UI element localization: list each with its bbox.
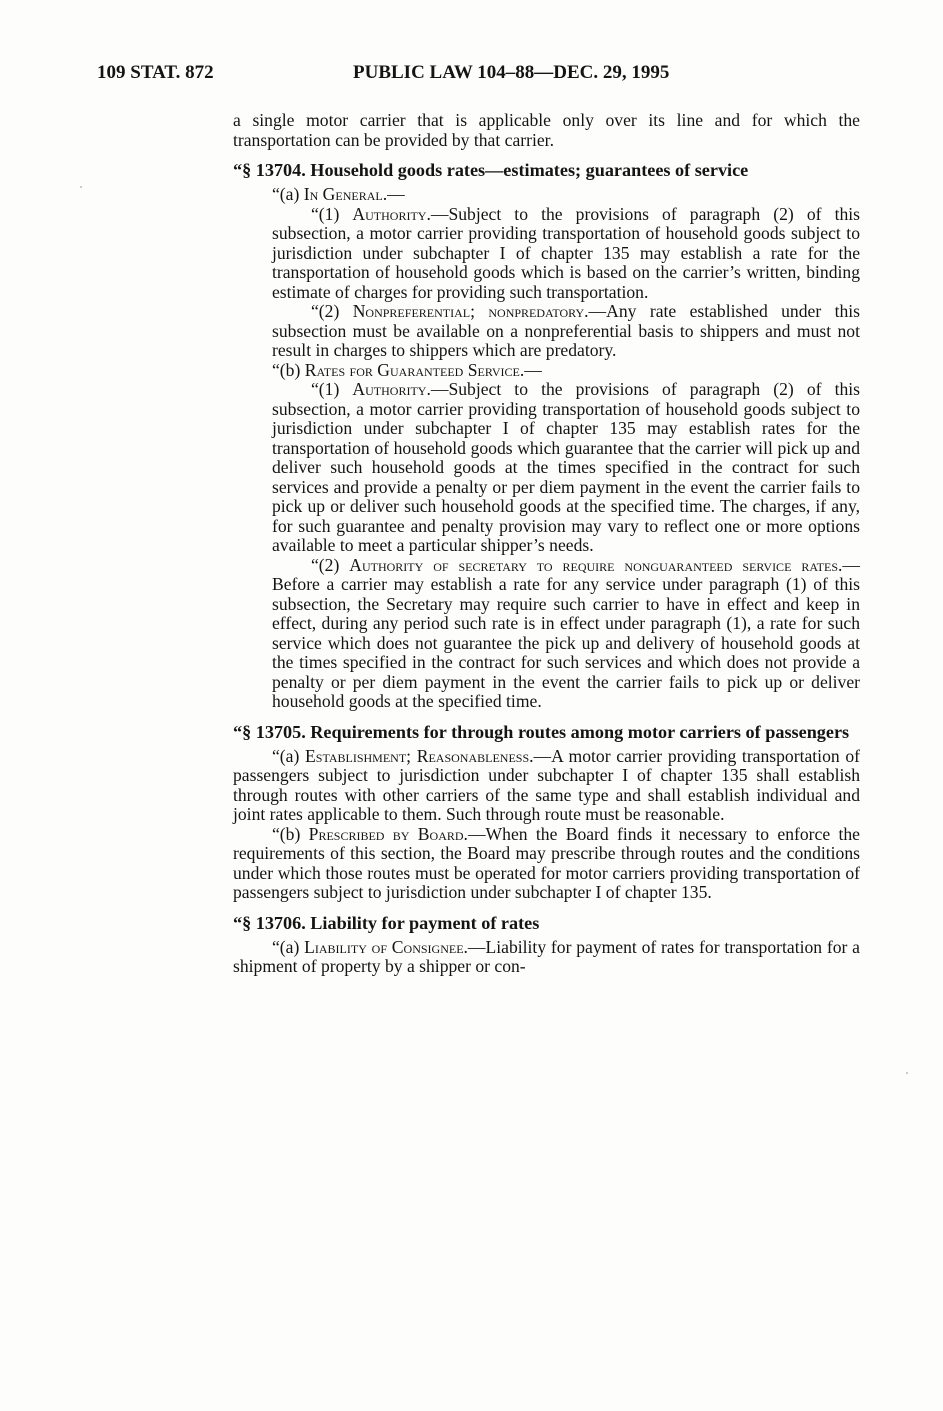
paragraph-a2-label: “(2) bbox=[311, 301, 353, 321]
scan-speck bbox=[906, 1072, 908, 1074]
section-13705-b-text: .—When the Board finds it necessary to enforce the requirements of this section, the Board may prescribe through routes and the conditions under which those routes must be operated for motor carriers providing transportation of passengers subject to jurisdiction under subchapter I of chapter 135. bbox=[233, 823, 860, 902]
paragraph-a1-text: .—Subject to the provisions of paragraph (2) of this subsection, a motor carrier providing transportation of household goods subject to jurisdiction under subchapter I of chapter 135 may establish a rate for the transportation of household goods which is based on the carrier’s written, binding estimate of charges for providing such transportation. bbox=[272, 203, 860, 302]
document-body bbox=[233, 111, 860, 977]
section-13705-a-label: “(a) bbox=[272, 745, 306, 766]
section-13704-heading: “§ 13704. Household goods rates—estimates; guarantees of service bbox=[233, 160, 749, 180]
section-13704-body bbox=[233, 185, 860, 712]
paragraph-a2 bbox=[272, 302, 860, 361]
subsection-a-title: In General bbox=[303, 184, 383, 204]
subsection-b-label: “(b) bbox=[272, 359, 305, 380]
section-13705-subsection-a bbox=[233, 747, 860, 825]
law-and-date: PUBLIC LAW 104–88—DEC. 29, 1995 bbox=[353, 62, 670, 83]
subsection-b-title: Rates for Guaranteed Service bbox=[304, 359, 520, 380]
paragraph-a2-text: .—Any rate established under this subsection must be available on a nonpreferential basis to shippers and must not result in charges to shippers which are predatory. bbox=[272, 301, 860, 360]
page-header bbox=[97, 62, 857, 88]
stat-reference: 109 STAT. 872 bbox=[97, 62, 214, 83]
section-13705-b-title: Prescribed by Board bbox=[308, 823, 464, 844]
section-13705-a-text: .—A motor carrier providing transportation of passengers subject to jurisdiction under subchapter I of chapter 135 shall establish through routes with other carriers of the same type and shall establish individual and joint rates applicable to them. Such through route must be reasonable. bbox=[233, 745, 860, 824]
section-13706-a-label: “(a) bbox=[272, 936, 305, 957]
subsection-b-dash: .— bbox=[519, 359, 542, 380]
paragraph-b1-label: “(1) bbox=[311, 379, 353, 399]
paragraph-b2-title: Authority of secretary to require nonguaranteed service rates bbox=[349, 554, 838, 575]
subsection-a-label: “(a) bbox=[272, 184, 304, 204]
scan-speck bbox=[80, 186, 82, 188]
section-13706-a-text: .—Liability for payment of rates for transportation for a shipment of property by a shipper or con- bbox=[233, 936, 860, 976]
paragraph-b1-text: .—Subject to the provisions of paragraph (2) of this subsection, a motor carrier providing transportation of household goods subject to jurisdiction under subchapter I of chapter 135 may establish rates for the transportation of household goods which guarantee that the carrier will pick up and deliver such household goods at the times specified in the contract for such services and provide a penalty or per diem payment in the event the carrier fails to pick up or deliver such household goods at the specified time. The charges, if any, for such guarantee and penalty provision may vary to reflect one or more options available to meet a particular shipper’s needs. bbox=[272, 379, 860, 555]
subsection-b-heading bbox=[272, 361, 860, 381]
section-13706-heading: “§ 13706. Liability for payment of rates bbox=[233, 912, 540, 933]
section-13705-a-title: Establishment; Reasonableness bbox=[305, 745, 530, 766]
section-13705-heading: “§ 13705. Requirements for through routes among motor carriers of passengers bbox=[233, 721, 850, 742]
subsection-a-dash: .— bbox=[382, 184, 405, 204]
paragraph-a1 bbox=[272, 205, 860, 303]
paragraph-b2-text: .—Before a carrier may establish a rate for any service under paragraph (1) of this subsection, the Secretary may require such carrier to have in effect and keep in effect, during any period such rate is in effect under paragraph (1), a rate for such service which does not guarantee the pick up and delivery of household goods at the times specified in the contract for such services and which does not provide a penalty or per diem payment in the event the carrier fails to pick up or deliver household goods at the specified time. bbox=[272, 554, 860, 711]
paragraph-b2-label: “(2) bbox=[311, 554, 350, 575]
subsection-a-heading bbox=[272, 185, 860, 205]
paragraph-a2-title: Nonpreferential; nonpredatory bbox=[352, 301, 585, 321]
section-13705-b-label: “(b) bbox=[272, 823, 309, 844]
paragraph-a1-label: “(1) bbox=[311, 203, 353, 224]
section-13705-subsection-b bbox=[233, 825, 860, 903]
paragraph-b2 bbox=[272, 556, 860, 712]
paragraph-a1-title: Authority bbox=[352, 203, 427, 224]
section-13706-a-title: Liability of Consignee bbox=[304, 936, 464, 957]
paragraph-b1-title: Authority bbox=[352, 379, 427, 399]
paragraph-b1 bbox=[272, 380, 860, 556]
intro-paragraph: a single motor carrier that is applicable only over its line and for which the transportation can be provided by that carrier. bbox=[233, 110, 860, 150]
section-13706-subsection-a bbox=[233, 938, 860, 977]
